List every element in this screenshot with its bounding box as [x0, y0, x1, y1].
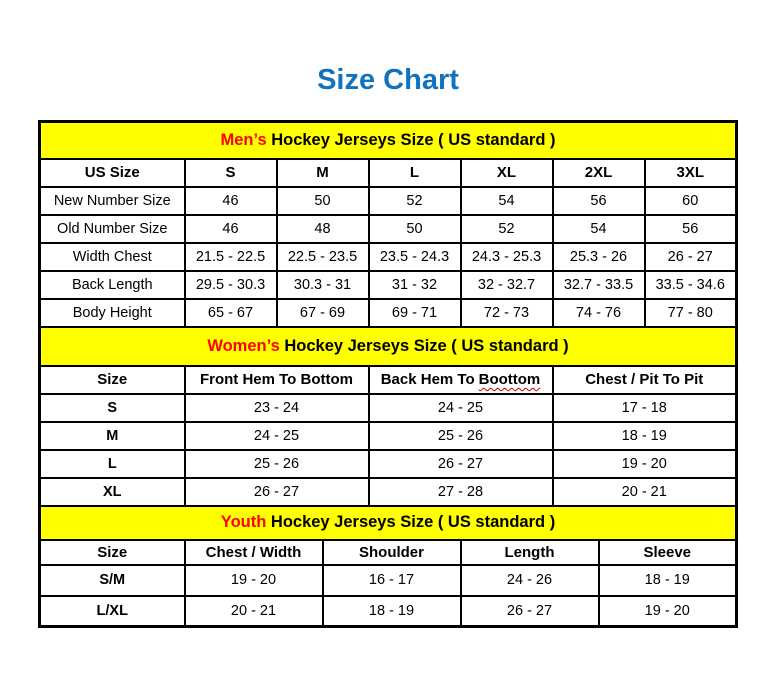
youth-col-header: Length [461, 540, 599, 565]
size-chart-table [38, 120, 738, 628]
youth-cell: 18 - 19 [323, 596, 461, 627]
mens-cell: 54 [553, 215, 645, 243]
mens-section-band [40, 122, 737, 159]
youth-col-header: Chest / Width [185, 540, 323, 565]
mens-row-label: Back Length [40, 271, 185, 299]
womens-row-label: XL [40, 478, 185, 506]
mens-cell: 32.7 - 33.5 [553, 271, 645, 299]
mens-col-header: XL [461, 159, 553, 187]
mens-cell: 22.5 - 23.5 [277, 243, 369, 271]
womens-row-label: M [40, 422, 185, 450]
womens-cell: 18 - 19 [553, 422, 737, 450]
youth-header-row [40, 540, 737, 565]
mens-cell: 65 - 67 [185, 299, 277, 327]
womens-section-title [40, 327, 737, 366]
womens-col-header: Front Hem To Bottom [185, 366, 369, 394]
mens-cell: 46 [185, 187, 277, 215]
womens-section-title-rest: Hockey Jerseys Size ( US standard ) [279, 336, 569, 355]
mens-cell: 74 - 76 [553, 299, 645, 327]
size-chart-container [38, 120, 738, 628]
mens-cell: 25.3 - 26 [553, 243, 645, 271]
womens-cell: 27 - 28 [369, 478, 553, 506]
mens-cell: 52 [369, 187, 461, 215]
mens-table-row [40, 215, 737, 243]
womens-cell: 24 - 25 [369, 394, 553, 422]
mens-row-label: Width Chest [40, 243, 185, 271]
womens-table-row [40, 478, 737, 506]
mens-cell: 32 - 32.7 [461, 271, 553, 299]
youth-cell: 20 - 21 [185, 596, 323, 627]
youth-cell: 16 - 17 [323, 565, 461, 596]
mens-row-label: New Number Size [40, 187, 185, 215]
youth-table-row [40, 565, 737, 596]
youth-cell: 19 - 20 [185, 565, 323, 596]
mens-table-row [40, 299, 737, 327]
womens-col-header: Size [40, 366, 185, 394]
mens-cell: 46 [185, 215, 277, 243]
womens-cell: 17 - 18 [553, 394, 737, 422]
womens-col-header: Chest / Pit To Pit [553, 366, 737, 394]
mens-cell: 30.3 - 31 [277, 271, 369, 299]
mens-section-title [40, 122, 737, 159]
youth-col-header: Shoulder [323, 540, 461, 565]
mens-cell: 69 - 71 [369, 299, 461, 327]
youth-col-header: Size [40, 540, 185, 565]
youth-cell: 19 - 20 [599, 596, 737, 627]
mens-section-title-highlight: Men’s [220, 130, 267, 149]
mens-col-header: 3XL [645, 159, 737, 187]
mens-col-header: M [277, 159, 369, 187]
mens-table-row [40, 187, 737, 215]
womens-cell: 25 - 26 [185, 450, 369, 478]
mens-cell: 50 [369, 215, 461, 243]
mens-cell: 24.3 - 25.3 [461, 243, 553, 271]
womens-section-band [40, 327, 737, 366]
youth-row-label: L/XL [40, 596, 185, 627]
mens-cell: 72 - 73 [461, 299, 553, 327]
womens-cell: 19 - 20 [553, 450, 737, 478]
youth-section-title-rest: Hockey Jerseys Size ( US standard ) [266, 513, 556, 531]
youth-cell: 18 - 19 [599, 565, 737, 596]
mens-cell: 67 - 69 [277, 299, 369, 327]
mens-section-title-rest: Hockey Jerseys Size ( US standard ) [266, 130, 556, 149]
mens-header-row [40, 159, 737, 187]
womens-row-label: L [40, 450, 185, 478]
mens-col-header: US Size [40, 159, 185, 187]
mens-cell: 21.5 - 22.5 [185, 243, 277, 271]
youth-row-label: S/M [40, 565, 185, 596]
womens-table-row [40, 394, 737, 422]
back-hem-misspelled-word: Boottom [478, 371, 541, 388]
mens-table-row [40, 271, 737, 299]
mens-col-header: 2XL [553, 159, 645, 187]
mens-col-header: L [369, 159, 461, 187]
mens-col-header: S [185, 159, 277, 187]
womens-col-header-back-hem [369, 366, 553, 394]
mens-table-row [40, 243, 737, 271]
mens-cell: 52 [461, 215, 553, 243]
youth-table-row [40, 596, 737, 627]
womens-table-row [40, 450, 737, 478]
mens-row-label: Old Number Size [40, 215, 185, 243]
mens-cell: 77 - 80 [645, 299, 737, 327]
youth-col-header: Sleeve [599, 540, 737, 565]
mens-cell: 31 - 32 [369, 271, 461, 299]
mens-cell: 60 [645, 187, 737, 215]
mens-cell: 29.5 - 30.3 [185, 271, 277, 299]
womens-cell: 23 - 24 [185, 394, 369, 422]
mens-cell: 23.5 - 24.3 [369, 243, 461, 271]
womens-section-title-highlight: Women’s [207, 336, 280, 355]
womens-cell: 26 - 27 [369, 450, 553, 478]
mens-row-label: Body Height [40, 299, 185, 327]
mens-cell: 56 [645, 215, 737, 243]
womens-cell: 26 - 27 [185, 478, 369, 506]
youth-section-band [40, 506, 737, 540]
womens-header-row [40, 366, 737, 394]
mens-cell: 26 - 27 [645, 243, 737, 271]
mens-cell: 33.5 - 34.6 [645, 271, 737, 299]
back-hem-prefix: Back Hem To [380, 371, 475, 388]
womens-table-row [40, 422, 737, 450]
page-title: Size Chart [317, 64, 459, 96]
mens-cell: 50 [277, 187, 369, 215]
womens-cell: 25 - 26 [369, 422, 553, 450]
mens-cell: 56 [553, 187, 645, 215]
youth-cell: 26 - 27 [461, 596, 599, 627]
womens-cell: 20 - 21 [553, 478, 737, 506]
youth-section-title [40, 506, 737, 540]
mens-cell: 54 [461, 187, 553, 215]
womens-cell: 24 - 25 [185, 422, 369, 450]
womens-row-label: S [40, 394, 185, 422]
mens-cell: 48 [277, 215, 369, 243]
youth-section-title-highlight: Youth [220, 513, 267, 531]
youth-cell: 24 - 26 [461, 565, 599, 596]
